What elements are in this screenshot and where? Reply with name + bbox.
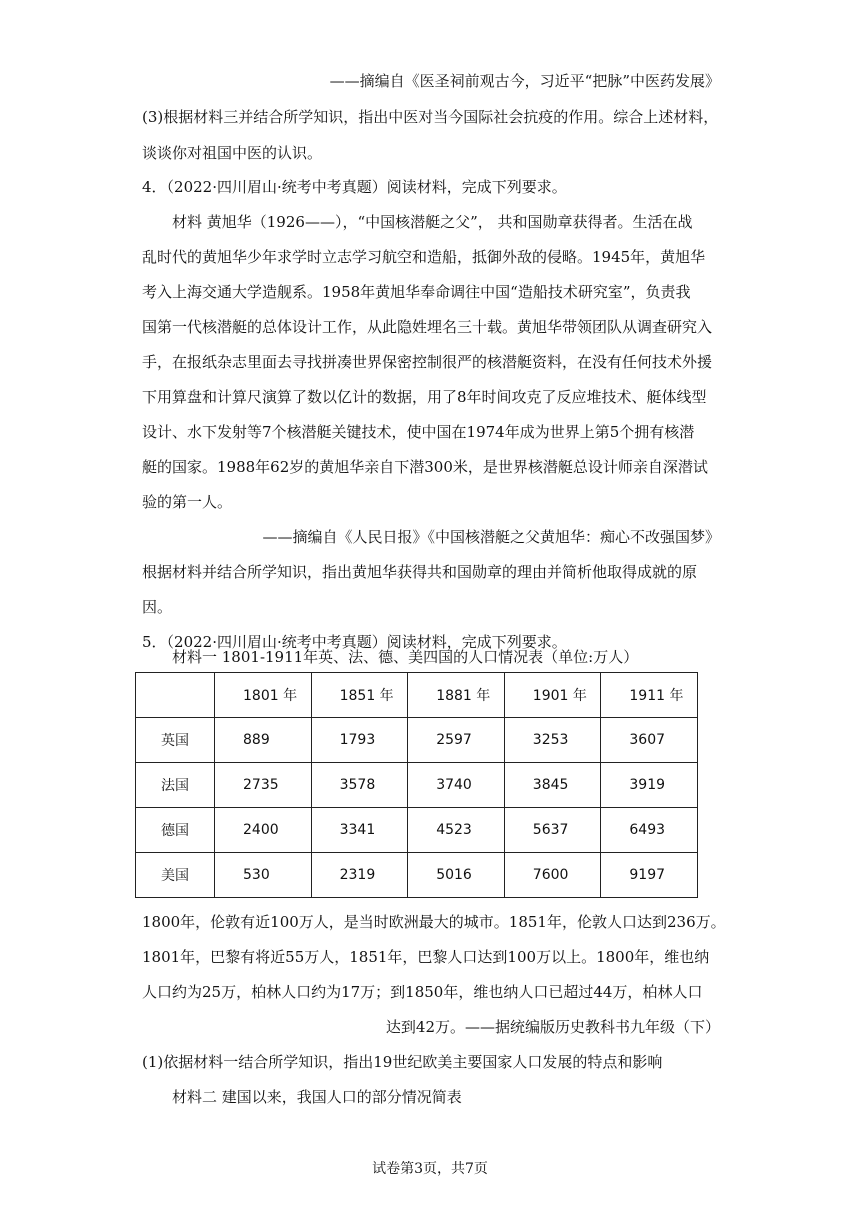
material-heading: 材料二 建国以来，我国人口的部分情况简表 — [172, 1088, 462, 1106]
table-row — [136, 763, 698, 808]
table-cell: 5637 — [504, 808, 601, 853]
material-text: 考入上海交通大学造舰系。1958年黄旭华奉命调往中国“造船技术研究室”，负责我 — [142, 283, 691, 301]
table-row-label: 法国 — [136, 763, 215, 808]
material-text: 艇的国家。1988年62岁的黄旭华亲自下潜300米，是世界核潜艇总设计师亲自深潜试 — [142, 458, 708, 476]
table-cell: 3919 — [601, 763, 698, 808]
source-citation: 达到42万。——据统编版历史教科书九年级（下） — [385, 1018, 720, 1036]
table-cell: 4523 — [408, 808, 505, 853]
table-row — [136, 718, 698, 763]
material-text: 手，在报纸杂志里面去寻找拼凑世界保密控制很严的核潜艇资料，在没有任何技术外援 — [142, 353, 713, 371]
material-text: 下用算盘和计算尺演算了数以亿计的数据，用了8年时间攻克了反应堆技术、艇体线型 — [142, 388, 707, 406]
table-cell: 3740 — [408, 763, 505, 808]
source-citation: ——摘编自《医圣祠前观古今，习近平“把脉”中医药发展》 — [329, 72, 720, 90]
table-cell: 3845 — [504, 763, 601, 808]
table-cell: 7600 — [504, 853, 601, 898]
table-header-row — [136, 673, 698, 718]
table-caption: 材料一 1801-1911年英、法、德、美四国的人口情况表（单位:万人） — [172, 648, 639, 666]
material-text: 1801年，巴黎有将近55万人，1851年，巴黎人口达到100万以上。1800年，维也纳 — [142, 948, 710, 966]
table-cell: 5016 — [408, 853, 505, 898]
material-text: 设计、水下发射等7个核潜艇关键技术，使中国在1974年成为世界上第5个拥有核潜 — [142, 423, 695, 441]
table-header-cell: 1851 年 — [311, 673, 408, 718]
table-cell: 2400 — [215, 808, 312, 853]
table-row — [136, 808, 698, 853]
question-text: (1)依据材料一结合所学知识，指出19世纪欧美主要国家人口发展的特点和影响 — [142, 1053, 663, 1071]
table-cell: 3607 — [601, 718, 698, 763]
question-text: 谈谈你对祖国中医的认识。 — [142, 144, 323, 162]
table-cell: 6493 — [601, 808, 698, 853]
table-cell: 3341 — [311, 808, 408, 853]
table-header-cell — [136, 673, 215, 718]
population-table — [135, 672, 698, 898]
table-cell: 889 — [215, 718, 312, 763]
question-heading: 4．（2022·四川眉山·统考中考真题）阅读材料，完成下列要求。 — [142, 178, 567, 196]
material-text: 乱时代的黄旭华少年求学时立志学习航空和造船，抵御外敌的侵略。1945年，黄旭华 — [142, 248, 706, 266]
table-cell: 2319 — [311, 853, 408, 898]
table-header-cell: 1901 年 — [504, 673, 601, 718]
table-header-cell: 1801 年 — [215, 673, 312, 718]
question-heading: 5．（2022·四川眉山·统考中考真题）阅读材料，完成下列要求。 — [142, 633, 567, 651]
table-cell: 2735 — [215, 763, 312, 808]
table-row-label: 英国 — [136, 718, 215, 763]
table-cell: 530 — [215, 853, 312, 898]
question-text: (3)根据材料三并结合所学知识，指出中医对当今国际社会抗疫的作用。综合上述材料， — [142, 108, 719, 126]
material-text: 人口约为25万，柏林人口约为17万；到1850年，维也纳人口已超过44万，柏林人口 — [142, 983, 703, 1001]
table-cell: 3253 — [504, 718, 601, 763]
table-cell: 1793 — [311, 718, 408, 763]
table-row — [136, 853, 698, 898]
table-row-label: 美国 — [136, 853, 215, 898]
material-text: 1800年，伦敦有近100万人，是当时欧洲最大的城市。1851年，伦敦人口达到236万。 — [142, 913, 726, 931]
material-text: 材料 黄旭华（1926——），“中国核潜艇之父”， 共和国勋章获得者。生活在战 — [172, 213, 693, 231]
material-text: 验的第一人。 — [142, 493, 233, 511]
table-cell: 9197 — [601, 853, 698, 898]
question-text: 根据材料并结合所学知识，指出黄旭华获得共和国勋章的理由并简析他取得成就的原 — [142, 563, 698, 581]
table-header-cell: 1881 年 — [408, 673, 505, 718]
source-citation: ——摘编自《人民日报》《中国核潜艇之父黄旭华：痴心不改强国梦》 — [262, 528, 720, 546]
question-text: 因。 — [142, 598, 173, 616]
table-header-cell: 1911 年 — [601, 673, 698, 718]
material-text: 国第一代核潜艇的总体设计工作，从此隐姓埋名三十载。黄旭华带领团队从调查研究入 — [142, 318, 713, 336]
table-cell: 3578 — [311, 763, 408, 808]
table-row-label: 德国 — [136, 808, 215, 853]
page-footer: 试卷第3页，共7页 — [372, 1161, 488, 1177]
table-cell: 2597 — [408, 718, 505, 763]
